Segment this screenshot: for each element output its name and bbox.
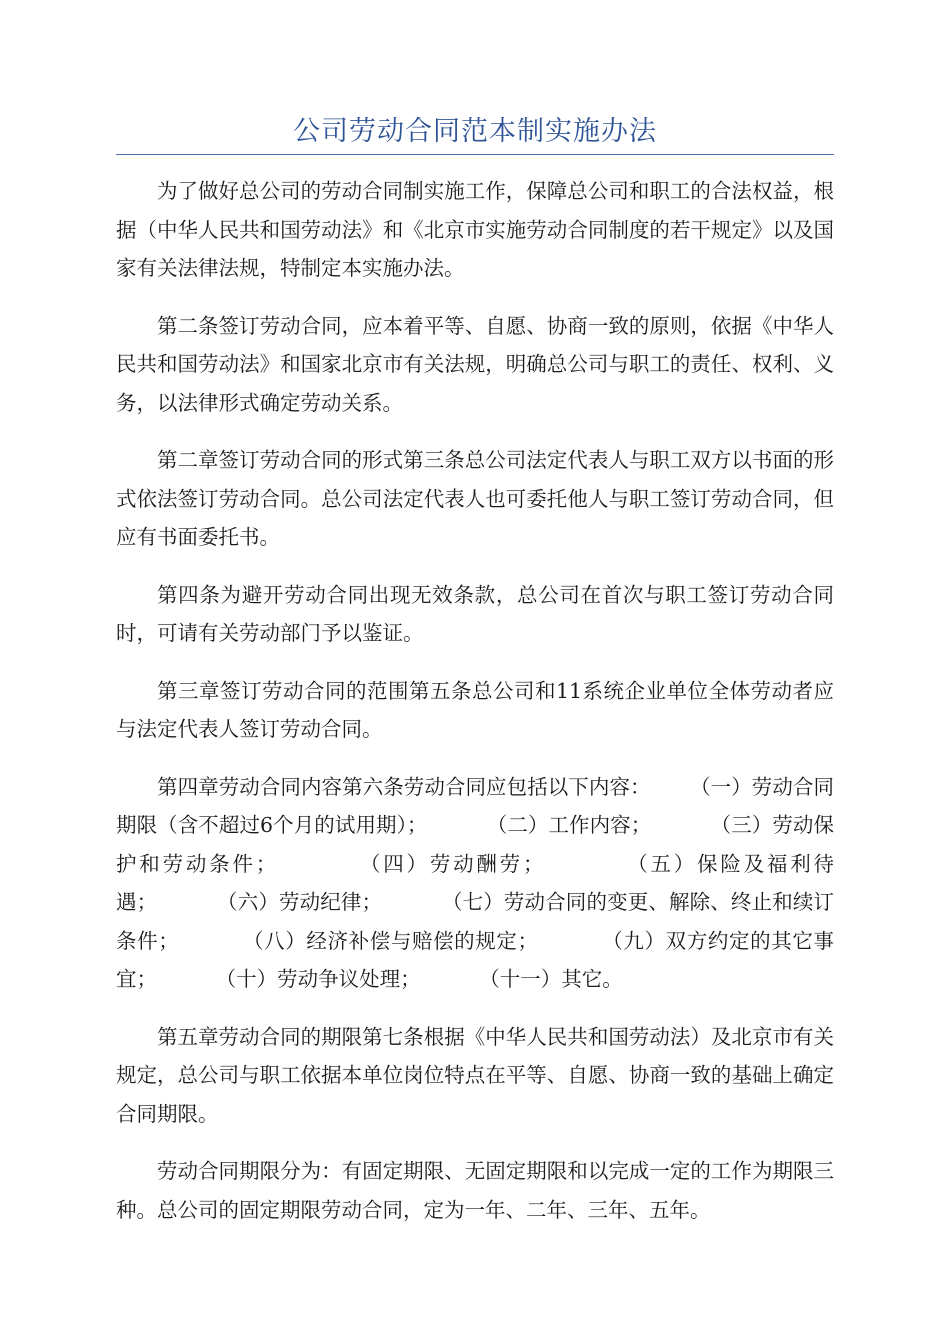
paragraph-article-7: 第五章劳动合同的期限第七条根据《中华人民共和国劳动法）及北京市有关规定，总公司与职工依据本单位岗位特点在平等、自愿、协商一致的基础上确定合同期限。 xyxy=(116,1024,834,1126)
paragraph-article-5: 第三章签订劳动合同的范围第五条总公司和11系统企业单位全体劳动者应与法定代表人签订劳动合同。 xyxy=(116,678,834,741)
paragraph-article-6: 第四章劳动合同内容第六条劳动合同应包括以下内容： （一）劳动合同期限（含不超过6个月的试用期）； （二）工作内容； （三）劳动保护和劳动条件； （四）劳动酬劳； （五）保险及福利待遇； （六）劳动纪律； （七）劳动合同的变更、解除、终止和续订条件； （八）经济补偿与赔偿的规定； （九）双方约定的其它事宜； （十）劳动争议处理； （十一）其它。 xyxy=(116,774,834,991)
paragraph-article-2: 第二条签订劳动合同，应本着平等、自愿、协商一致的原则，依据《中华人民共和国劳动法》和国家北京市有关法规，明确总公司与职工的责任、权利、义务，以法律形式确定劳动关系。 xyxy=(116,313,834,415)
paragraph-contract-terms: 劳动合同期限分为：有固定期限、无固定期限和以完成一定的工作为期限三种。总公司的固定期限劳动合同，定为一年、二年、三年、五年。 xyxy=(116,1159,834,1222)
paragraph-article-4: 第四条为避开劳动合同出现无效条款，总公司在首次与职工签订劳动合同时，可请有关劳动部门予以鉴证。 xyxy=(116,582,834,645)
paragraph-article-3: 第二章签订劳动合同的形式第三条总公司法定代表人与职工双方以书面的形式依法签订劳动合同。总公司法定代表人也可委托他人与职工签订劳动合同，但应有书面委托书。 xyxy=(116,448,834,549)
paragraph-preamble: 为了做好总公司的劳动合同制实施工作，保障总公司和职工的合法权益，根据（中华人民共和国劳动法》和《北京市实施劳动合同制度的若干规定》以及国家有关法律法规，特制定本实施办法。 xyxy=(116,179,834,280)
title-underline xyxy=(116,154,834,155)
document-title: 公司劳动合同范本制实施办法 xyxy=(293,116,657,147)
document-body xyxy=(116,172,834,1248)
